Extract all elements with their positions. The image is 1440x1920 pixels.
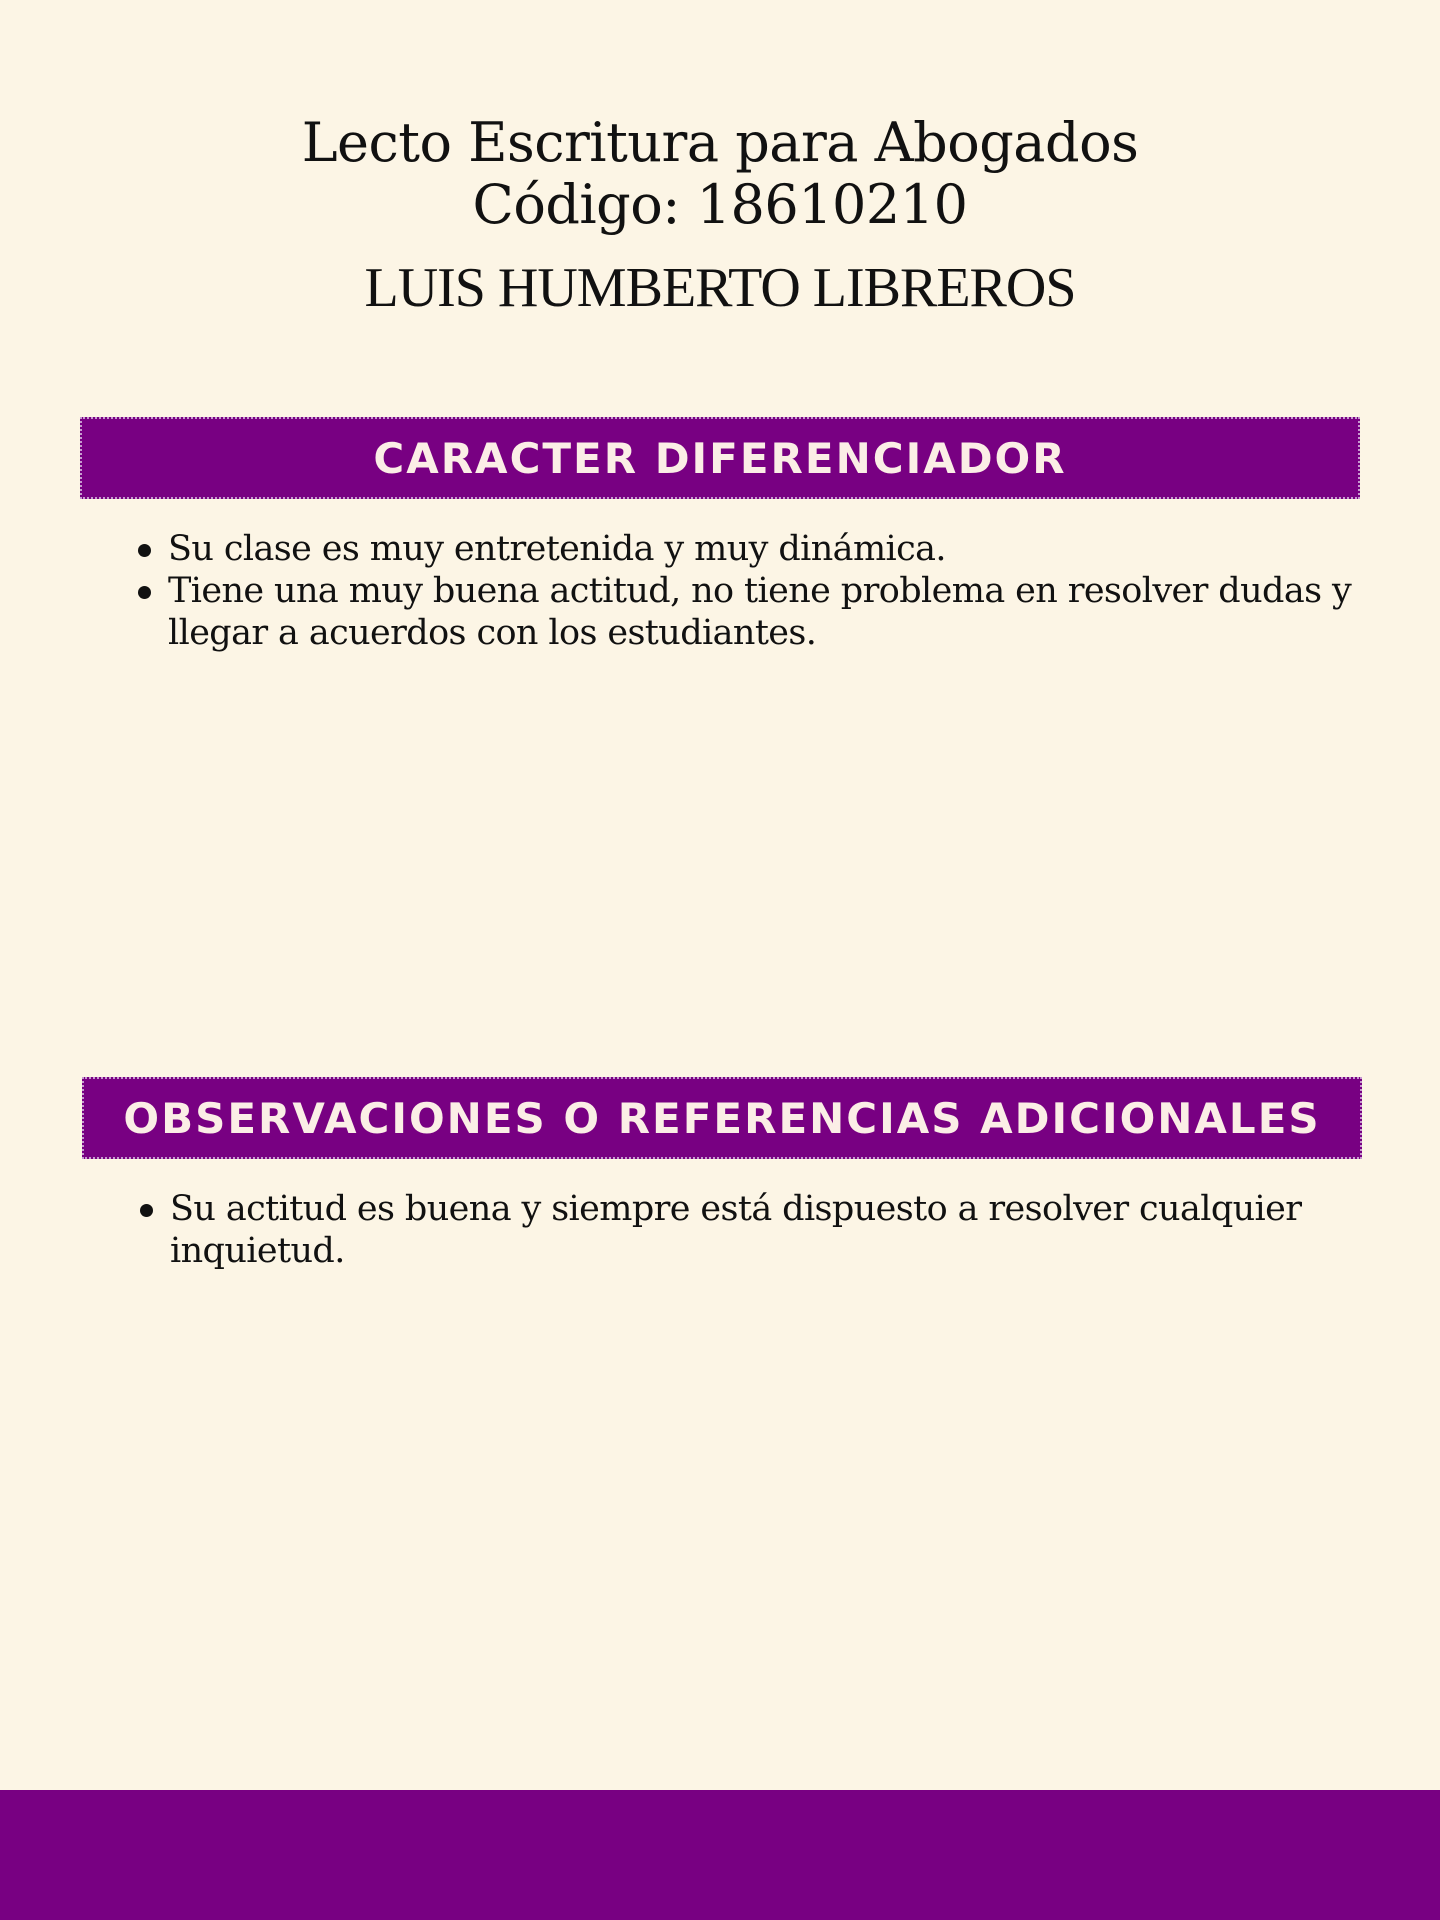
course-code: Código: 18610210 (472, 173, 968, 236)
observaciones-list (136, 1188, 1336, 1272)
list-item (136, 1188, 1336, 1272)
document-header (0, 112, 1440, 320)
list-item-text: Su clase es muy entretenida y muy dinámica. (168, 529, 946, 569)
bullet-icon (138, 586, 151, 599)
section-banner-caracter-diferenciador (80, 417, 1360, 499)
list-item (134, 570, 1364, 654)
section-title: OBSERVACIONES O REFERENCIAS ADICIONALES (123, 1093, 1321, 1143)
section-title: CARACTER DIFERENCIADOR (373, 433, 1067, 483)
list-item (134, 528, 1364, 570)
section-banner-observaciones (82, 1077, 1362, 1159)
bullet-icon (138, 544, 151, 557)
list-item-text: Su actitud es buena y siempre está dispuesto a resolver cualquier inquietud. (170, 1189, 1302, 1271)
course-title: Lecto Escritura para Abogados (301, 111, 1139, 174)
caracter-diferenciador-list (134, 528, 1364, 654)
list-item-text: Tiene una muy buena actitud, no tiene problema en resolver dudas y llegar a acuerdos con los estudiantes. (168, 571, 1352, 653)
teacher-name: LUIS HUMBERTO LIBREROS (364, 257, 1076, 319)
footer-bar (0, 1790, 1440, 1920)
bullet-icon (140, 1204, 153, 1217)
